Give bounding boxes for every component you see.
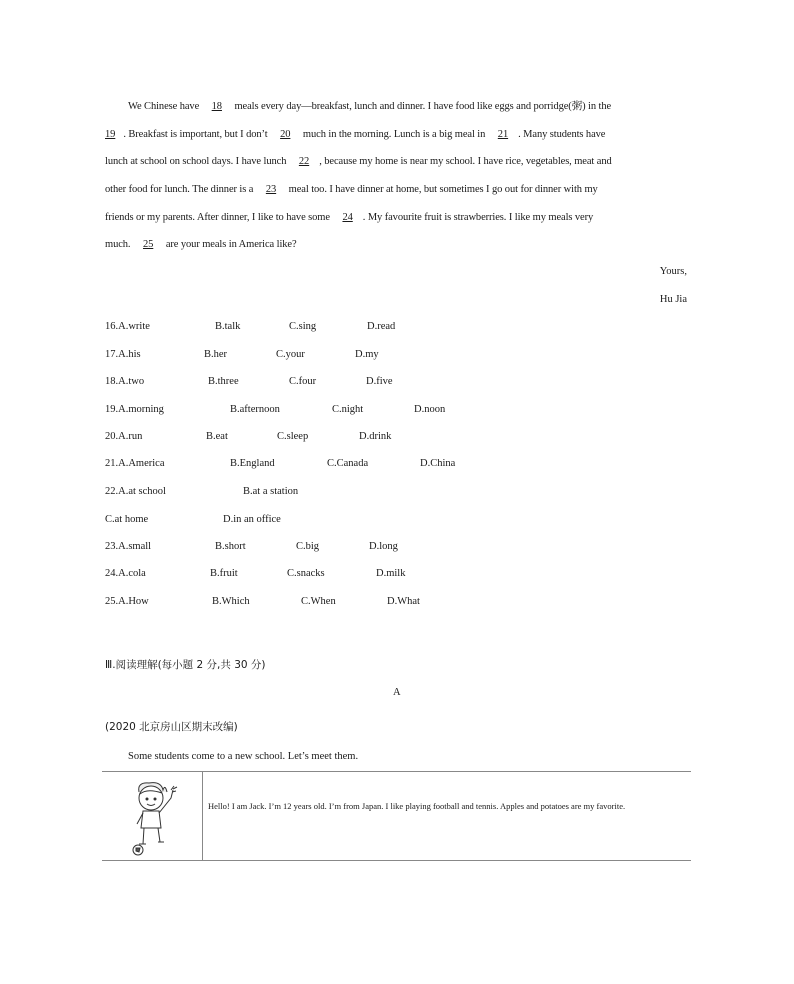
option: D.drink <box>359 431 392 442</box>
table-divider <box>202 772 203 860</box>
option: B.at a station <box>243 486 299 497</box>
boy-illustration <box>127 780 181 859</box>
option: C.night <box>332 404 364 415</box>
blank-18: 18 <box>211 101 222 112</box>
blank-24: 24 <box>342 212 353 223</box>
blank-19: 19 <box>105 129 116 140</box>
option: C.When <box>301 596 336 607</box>
blank-21: 21 <box>497 129 509 140</box>
option: D.China <box>420 458 456 469</box>
option: C.snacks <box>287 568 325 579</box>
option: B.talk <box>215 321 241 332</box>
blank-22: 22 <box>298 156 310 167</box>
passage-line-1: We Chinese have 18 meals every day—breakfast, lunch and dinner. I have food like eggs and porridge(粥) in the <box>128 101 612 112</box>
passage-line-4: other food for lunch. The dinner is a 23 meal too. I have dinner at home, but sometimes I go out for dinner with my <box>105 184 598 195</box>
option: 19.A.morning <box>105 404 164 415</box>
option: 16.A.write <box>105 321 150 332</box>
option: 17.A.his <box>105 349 141 360</box>
option: B.her <box>204 349 228 360</box>
option: B.fruit <box>210 568 238 579</box>
option: B.Which <box>212 596 250 607</box>
boy-with-football-icon <box>127 780 181 856</box>
option: 23.A.small <box>105 541 152 552</box>
letter-signature: Hu Jia <box>659 294 687 305</box>
option: B.three <box>208 376 239 387</box>
option: D.my <box>355 349 379 360</box>
option: B.short <box>215 541 246 552</box>
blank-25: 25 <box>142 239 154 250</box>
option: C.your <box>276 349 305 360</box>
option: B.eat <box>206 431 228 442</box>
option: B.England <box>230 458 275 469</box>
passage-line-2: 19 . Breakfast is important, but I don’t 20 much in the morning. Lunch is a big meal in 21 . Many students have <box>105 129 606 140</box>
option: 21.A.America <box>105 458 165 469</box>
option: 22.A.at school <box>105 486 166 497</box>
option: D.What <box>387 596 420 607</box>
option: C.sing <box>289 321 317 332</box>
option: B.afternoon <box>230 404 280 415</box>
section-title: Ⅲ.阅读理解(每小题 2 分,共 30 分) <box>105 659 266 671</box>
option: D.five <box>366 376 393 387</box>
passage-line-3: lunch at school on school days. I have lunch 22 , because my home is near my school. I have rice, vegetables, meat and <box>105 156 612 167</box>
option: 24.A.cola <box>105 568 146 579</box>
option: C.at home <box>105 514 149 525</box>
part-label: A <box>393 687 401 698</box>
source-note: (2020 北京房山区期末改编) <box>105 721 238 733</box>
intro-text: Some students come to a new school. Let’s meet them. <box>128 751 359 762</box>
option: C.sleep <box>277 431 309 442</box>
option: 20.A.run <box>105 431 143 442</box>
option: D.milk <box>376 568 406 579</box>
option: D.noon <box>414 404 446 415</box>
option: D.long <box>369 541 398 552</box>
student-table <box>102 771 691 861</box>
option: D.in an office <box>223 514 281 525</box>
option: D.read <box>367 321 396 332</box>
jack-intro-text: Hello! I am Jack. I’m 12 years old. I’m from Japan. I like playing football and tennis. Apples and potatoes are my favorite. <box>208 801 626 811</box>
blank-20: 20 <box>280 129 291 140</box>
letter-closing: Yours, <box>659 266 687 277</box>
passage-line-5: friends or my parents. After dinner, I like to have some 24 . My favourite fruit is strawberries. I like my meals very <box>105 212 594 223</box>
option: 18.A.two <box>105 376 145 387</box>
option: C.Canada <box>327 458 369 469</box>
option: C.four <box>289 376 317 387</box>
option: 25.A.How <box>105 596 149 607</box>
blank-23: 23 <box>265 184 277 195</box>
option: C.big <box>296 541 320 552</box>
passage-line-6: much. 25 are your meals in America like? <box>105 239 297 250</box>
